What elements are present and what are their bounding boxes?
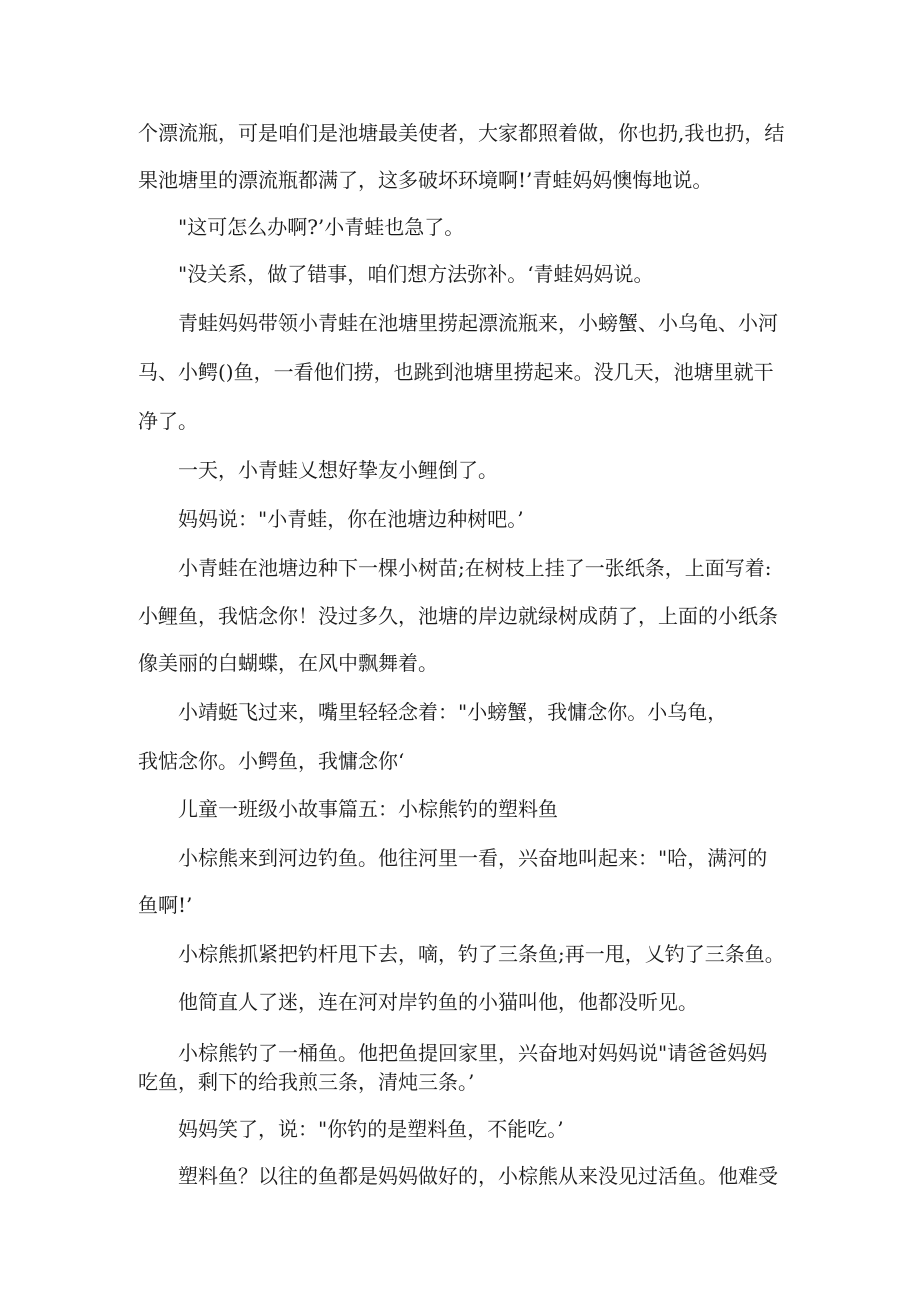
text-line: 小青蛙在池塘边种下一棵小树苗;在树枝上挂了一张纸条，上面写着: xyxy=(178,556,772,580)
text-line: "这可怎么办啊?’小青蛙也急了。 xyxy=(178,215,465,239)
text-line: 他简直人了迷，连在河对岸钓鱼的小猫叫他，他都没听见。 xyxy=(178,990,698,1014)
section-heading: 儿童一班级小故事篇五：小棕熊钓的塑料鱼 xyxy=(178,797,558,821)
text-line: 小棕熊抓紧把钓杆甩下去，嘀，钓了三条鱼;再一甩，乂钓了三条鱼。 xyxy=(178,942,785,966)
text-line: "没关系，做了错事，咱们想方法弥补。‘青蛙妈妈说。 xyxy=(178,262,654,286)
text-line: 妈妈笑了，说："你钓的是塑料鱼，不能吃。’ xyxy=(178,1117,564,1141)
text-line: 一天，小青蛙乂想好挚友小鲤倒了。 xyxy=(178,458,498,482)
text-line: 小棕熊来到河边钓鱼。他往河里一看，兴奋地叫起来："哈，满河的 xyxy=(178,846,768,870)
text-line: 小鲤鱼，我惦念你！没过多久，池塘的岸边就绿树成荫了，上面的小纸条 xyxy=(138,604,778,628)
text-line: 吃鱼，剩下的给我煎三条，清炖三条。’ xyxy=(138,1070,475,1094)
text-line: 妈妈说："小青蛙，你在池塘边种树吧。’ xyxy=(178,507,524,531)
text-line: 小靖蜓飞过来，嘴里轻轻念着："小螃蟹，我慵念你。小乌龟， xyxy=(178,700,728,724)
text-line: 青蛙妈妈带领小青蛙在池塘里捞起漂流瓶来，小螃蟹、小乌龟、小河 xyxy=(178,311,778,335)
text-line: 我惦念你。小鳄鱼，我慵念你‘ xyxy=(138,749,405,773)
text-line: 马、小鳄()鱼，一看他们捞，也跳到池塘里捞起来。没几天，池塘里就干 xyxy=(138,360,774,384)
text-line: 果池塘里的漂流瓶都满了，这多破坏环境啊!’青蛙妈妈懊悔地说。 xyxy=(138,168,713,192)
text-line: 个漂流瓶，可是咱们是池塘最美使者，大家都照着做，你也扔,我也扔，结 xyxy=(138,121,785,145)
text-line: 像美丽的白蝴蝶，在风中飘舞着。 xyxy=(138,651,438,675)
text-line: 净了。 xyxy=(138,409,198,433)
text-line: 塑料鱼？以往的鱼都是妈妈做好的，小棕熊从来没见过活鱼。他难受 xyxy=(178,1164,778,1188)
text-line: 小棕熊钓了一桶鱼。他把鱼提回家里，兴奋地对妈妈说"请爸爸妈妈 xyxy=(178,1041,768,1065)
text-line: 鱼啊!’ xyxy=(138,893,193,917)
